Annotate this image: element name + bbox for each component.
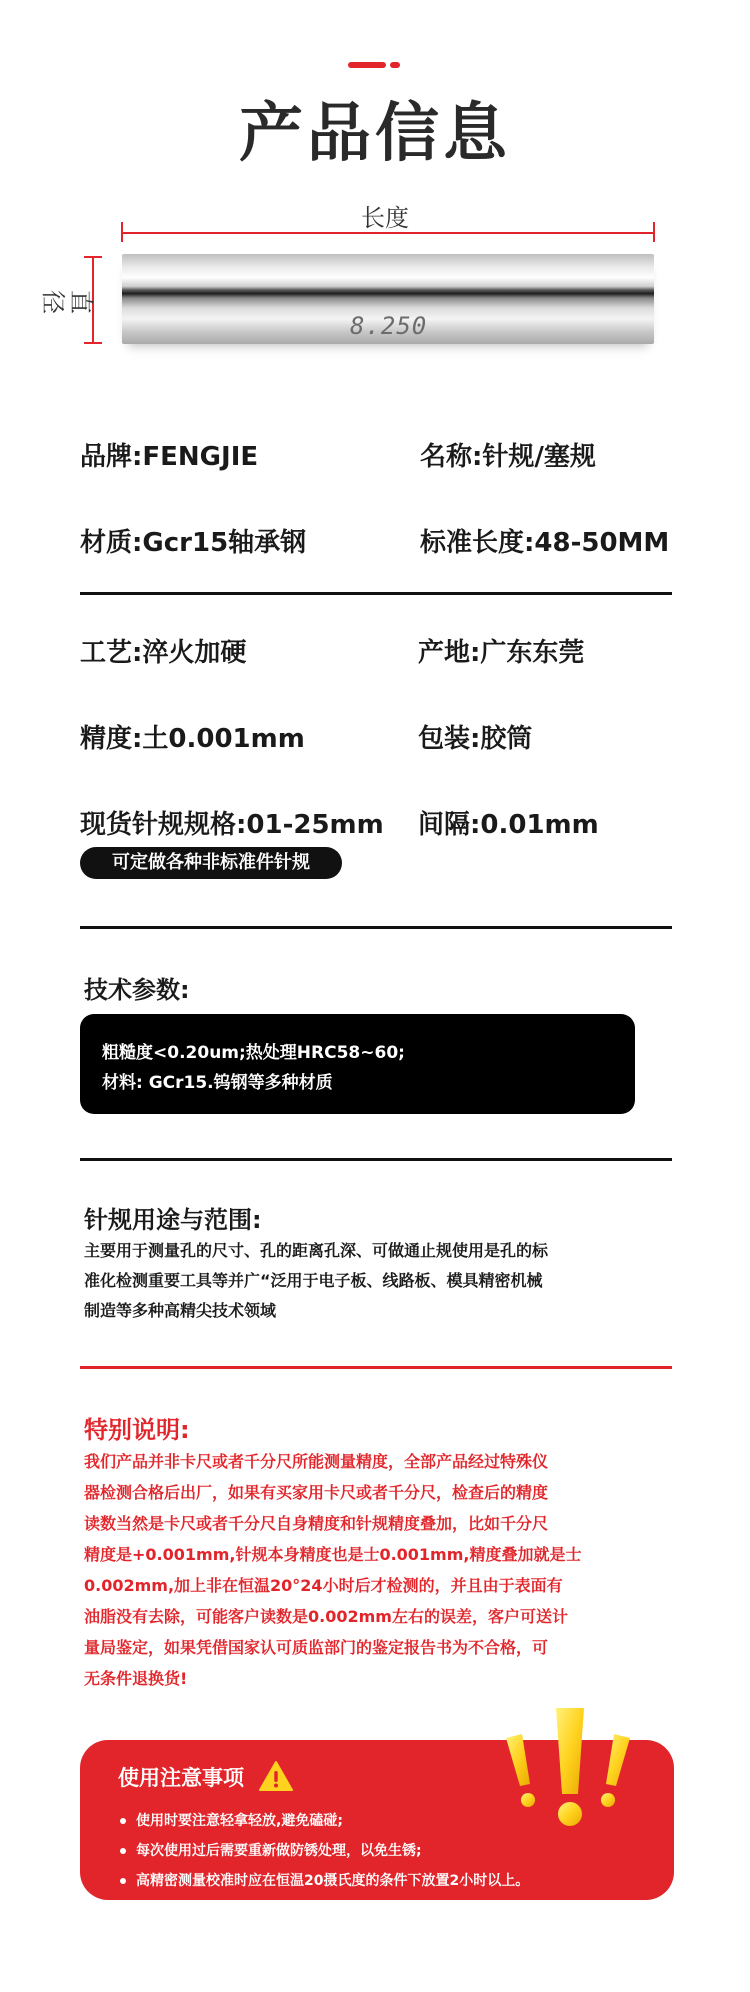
special-heading: 特别说明: — [84, 1416, 190, 1444]
page-title: 产品信息 — [239, 97, 511, 171]
usage-line: 制造等多种高精尖技术领域 — [84, 1301, 277, 1320]
divider-red — [80, 1366, 672, 1369]
notice-item: 使用时要注意轻拿轻放,避免磕碰; — [118, 1806, 529, 1836]
title-accent-bar — [348, 62, 400, 68]
exclamation-icon — [500, 1702, 640, 1842]
special-line: 0.002mm,加上非在恒温20°24小时后才检测的，并且由于表面有 — [84, 1576, 563, 1595]
length-tick-right — [653, 222, 655, 242]
divider — [80, 1158, 672, 1161]
spec-interval: 间隔:0.01mm — [418, 810, 599, 840]
special-line: 精度是+0.001mm,针规本身精度也是士0.001mm,精度叠加就是士 — [84, 1545, 582, 1564]
special-line: 读数当然是卡尺或者千分尺自身精度和针规精度叠加，比如千分尺 — [84, 1514, 549, 1533]
special-line: 我们产品并非卡尺或者千分尺所能测量精度，全部产品经过特殊仪 — [84, 1452, 549, 1471]
rod-marking: 8.250 — [350, 312, 428, 340]
spec-packaging: 包装:胶筒 — [418, 724, 533, 754]
tech-line-1: 粗糙度<0.20um;热处理HRC58~60; — [102, 1043, 405, 1063]
special-line: 油脂没有去除，可能客户读数是0.002mm左右的误差，客户可送计 — [84, 1607, 568, 1626]
tech-line-2: 材料: GCr15.钨钢等多种材质 — [102, 1073, 333, 1093]
usage-line: 准化检测重要工具等并广“泛用于电子板、线路板、模具精密机械 — [84, 1271, 543, 1290]
warning-icon — [258, 1760, 294, 1792]
tech-heading: 技术参数: — [84, 976, 190, 1004]
usage-line: 主要用于测量孔的尺寸、孔的距离孔深、可做通止规使用是孔的标 — [84, 1241, 549, 1260]
usage-paragraph — [84, 1236, 548, 1326]
spec-brand: 品牌:FENGJIE — [80, 442, 259, 472]
special-line: 量局鉴定，如果凭借国家认可质监部门的鉴定报告书为不合格，可 — [84, 1638, 549, 1657]
divider — [80, 926, 672, 929]
spec-standard-length: 标准长度:48-50MM — [420, 528, 670, 558]
length-dimension-line — [122, 232, 654, 234]
diameter-label: 直径 — [39, 290, 95, 314]
special-paragraph — [84, 1446, 581, 1694]
divider — [80, 592, 672, 595]
usage-heading: 针规用途与范围: — [84, 1206, 262, 1234]
spec-name: 名称:针规/塞规 — [420, 442, 596, 472]
notice-list — [118, 1806, 529, 1896]
spec-material: 材质:Gcr15轴承钢 — [80, 528, 307, 558]
spec-origin: 产地:广东东莞 — [418, 638, 585, 668]
spec-process: 工艺:淬火加硬 — [80, 638, 247, 668]
special-line: 器检测合格后出厂，如果有买家用卡尺或者千分尺，检查后的精度 — [84, 1483, 549, 1502]
special-line: 无条件退换货! — [84, 1669, 188, 1688]
length-label: 长度 — [361, 204, 409, 232]
notice-item: 每次使用过后需要重新做防锈处理，以免生锈; — [118, 1836, 529, 1866]
spec-precision: 精度:土0.001mm — [80, 724, 305, 754]
diameter-tick-top — [84, 256, 102, 258]
diameter-tick-bottom — [84, 342, 102, 344]
length-tick-left — [121, 222, 123, 242]
notice-title: 使用注意事项 — [118, 1766, 244, 1790]
notice-item: 高精密测量校准时应在恒温20摄氏度的条件下放置2小时以上。 — [118, 1866, 529, 1896]
custom-order-badge: 可定做各种非标准件针规 — [80, 847, 342, 879]
tech-params-box — [80, 1014, 635, 1114]
spec-stock-range: 现货针规规格:01-25mm — [80, 810, 384, 840]
